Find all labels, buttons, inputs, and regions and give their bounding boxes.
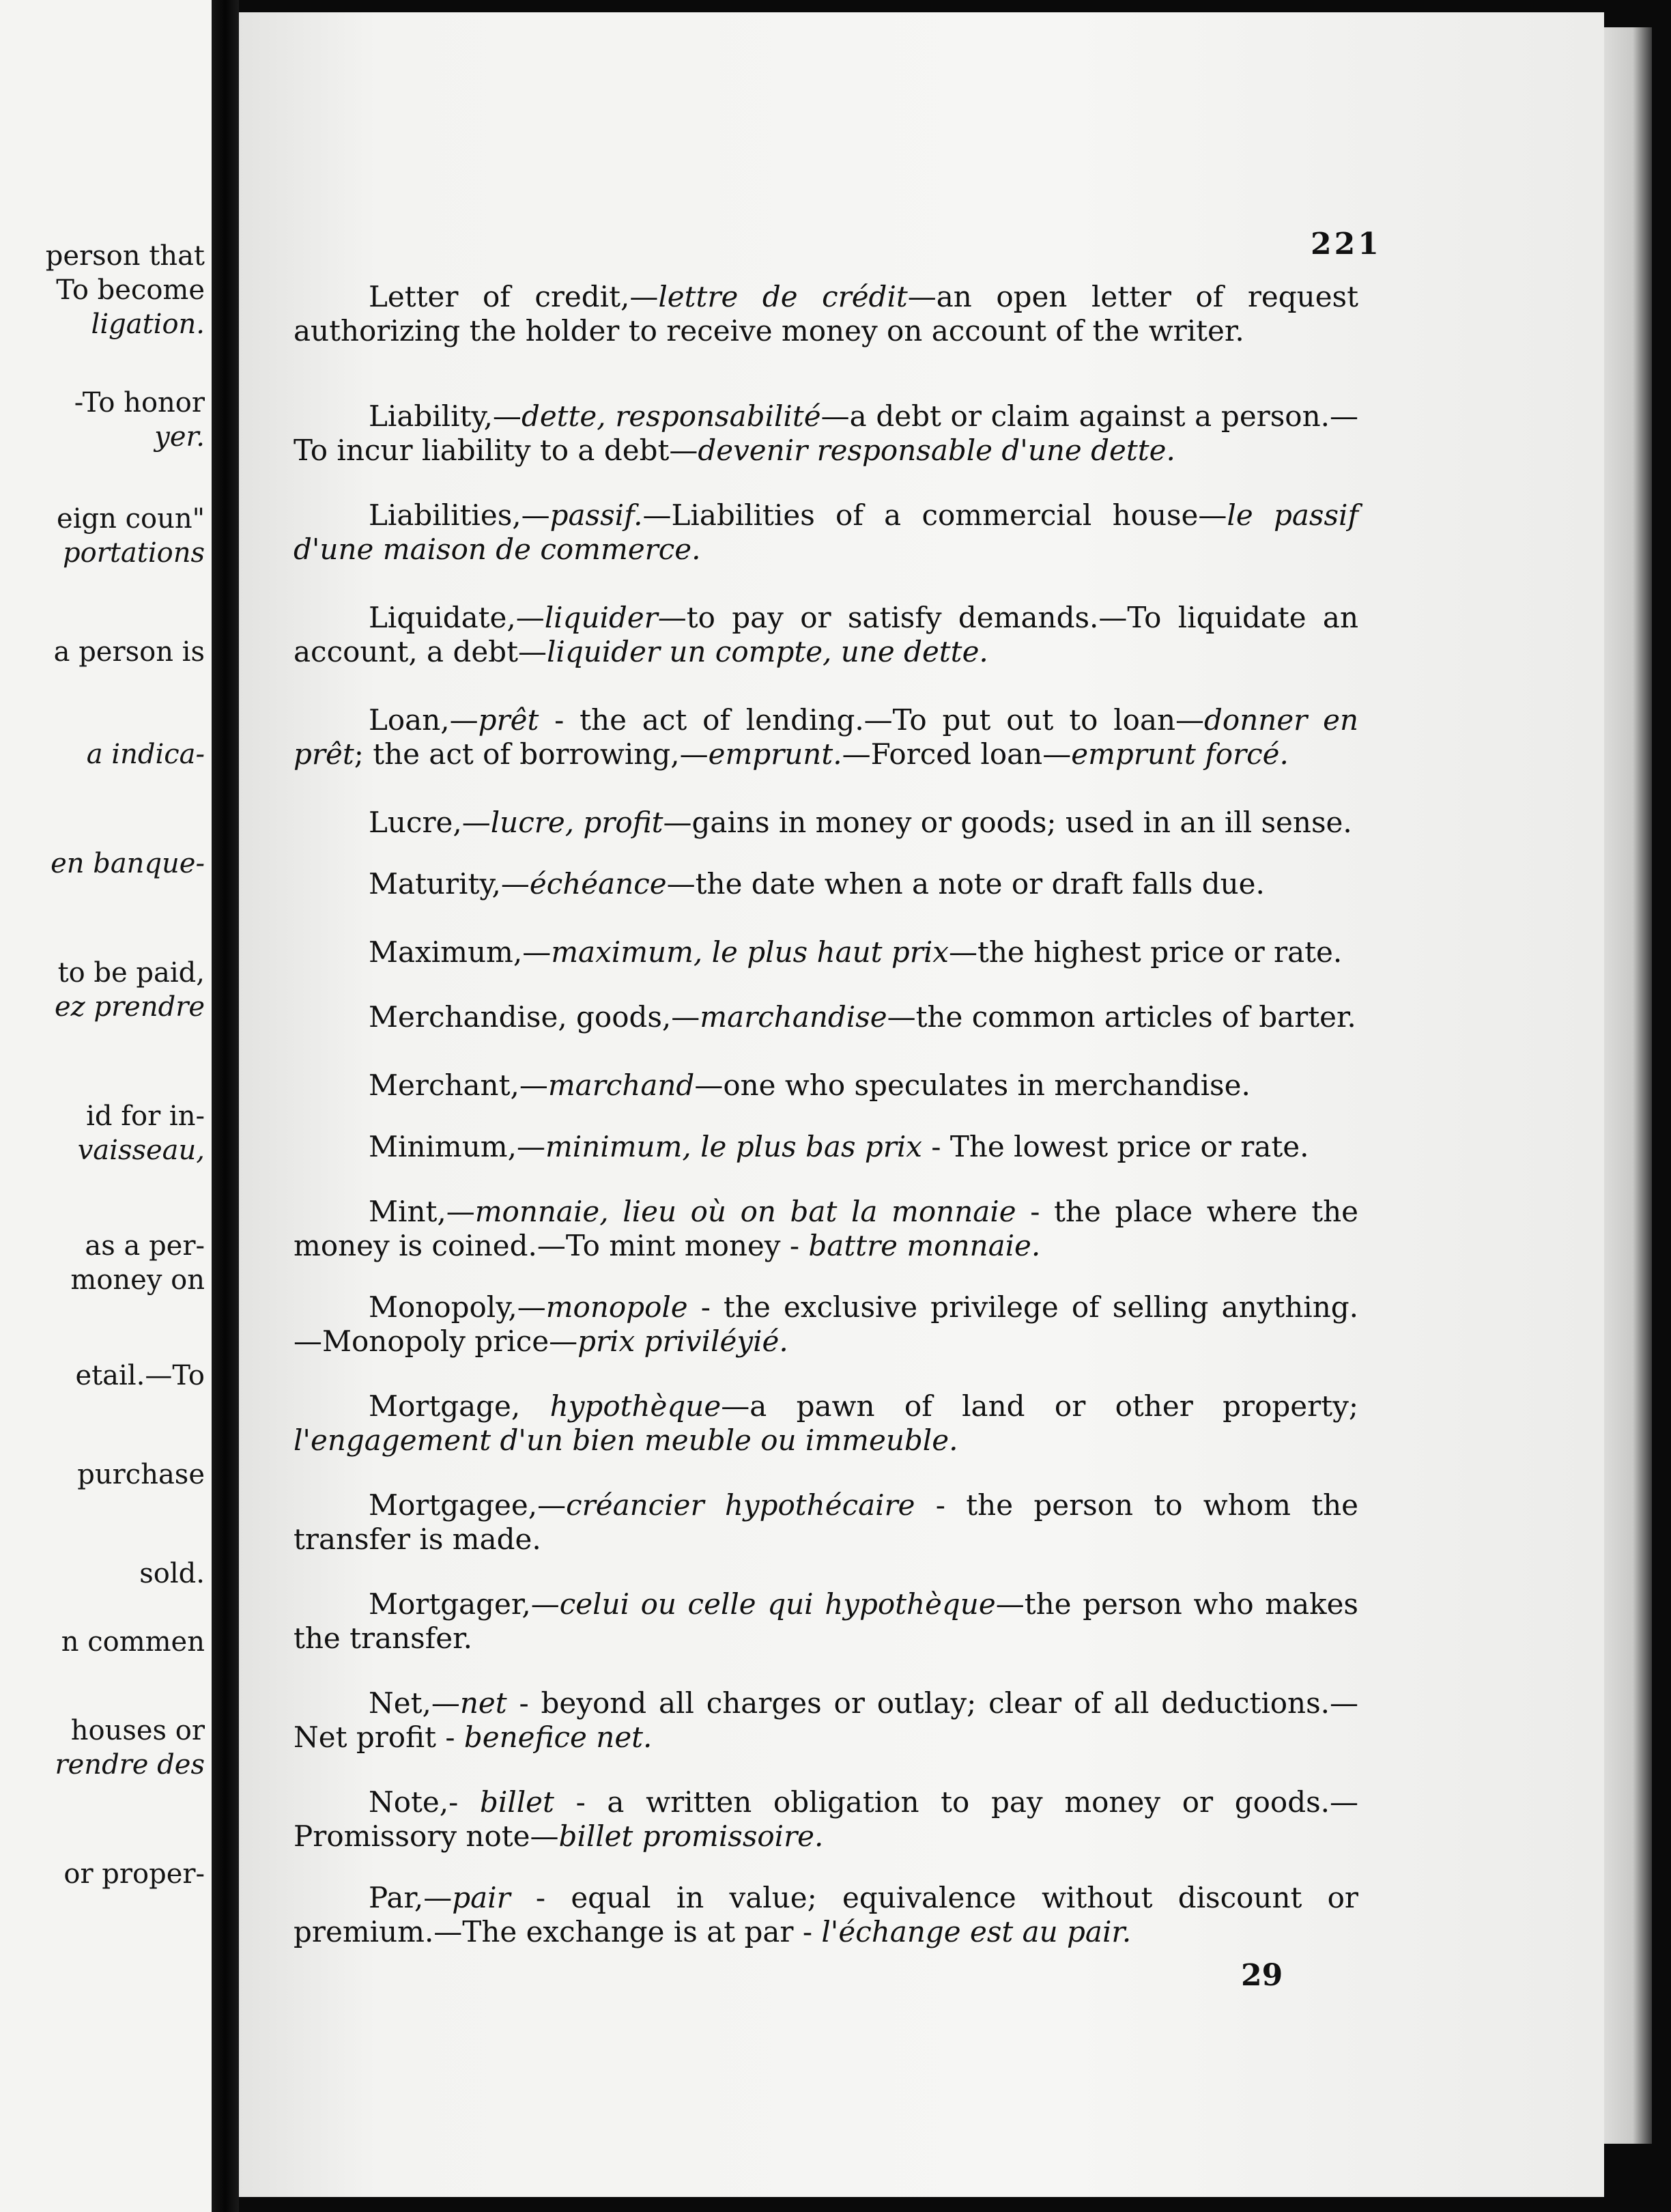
french-term: dette, responsabilité <box>521 399 821 433</box>
french-term: marchandise <box>700 1000 887 1034</box>
dictionary-entry <box>294 1587 1358 1656</box>
french-term: prêt <box>478 703 539 737</box>
dictionary-entry <box>294 399 1358 468</box>
entry-text: Par,— <box>369 1881 453 1914</box>
french-term: l'engagement d'un bien meuble ou immeuble. <box>294 1423 958 1457</box>
left-facing-page <box>0 0 212 2212</box>
entry-text: Mortgagee,— <box>369 1488 567 1522</box>
french-term: emprunt. <box>708 737 842 771</box>
left-page-fragment: portations <box>63 537 205 569</box>
left-page-fragment: purchase <box>77 1459 205 1490</box>
french-term: le passif d'une maison de commerce. <box>294 498 1358 566</box>
left-page-fragment: eign coun" <box>57 503 205 535</box>
french-term: monopole <box>545 1290 688 1324</box>
dictionary-entry <box>294 498 1358 567</box>
left-page-fragment: a indica- <box>86 739 205 770</box>
entry-text: - the place where the money is coined.—To mint money - <box>294 1195 1358 1262</box>
entry-text: - beyond all charges or outlay; clear of all deductions.—Net profit - <box>294 1686 1358 1754</box>
dictionary-entry <box>294 1000 1358 1034</box>
page-number: 221 <box>1311 227 1382 261</box>
entry-text: Mint,— <box>369 1195 475 1228</box>
dictionary-entry <box>294 1290 1358 1359</box>
page-edge <box>1604 27 1652 2144</box>
entry-text: —the date when a note or draft falls due. <box>666 867 1265 901</box>
french-term: benefice net. <box>463 1720 653 1754</box>
entry-text: —a pawn of land or other property; <box>721 1389 1358 1423</box>
left-page-fragment: -To honor <box>74 387 205 419</box>
entry-text: —the common articles of barter. <box>887 1000 1356 1034</box>
dictionary-entry <box>294 1785 1358 1854</box>
entry-text: Maturity,— <box>369 867 530 901</box>
french-term: emprunt forcé. <box>1071 737 1289 771</box>
left-page-fragment: vaisseau, <box>77 1135 205 1166</box>
dictionary-entry <box>294 1488 1358 1557</box>
left-page-fragment: etail.—To <box>75 1360 205 1391</box>
dictionary-entry <box>294 1195 1358 1263</box>
dictionary-entry <box>294 280 1358 348</box>
left-page-fragment: n commen <box>61 1626 205 1658</box>
left-page-fragment: sold. <box>139 1558 205 1589</box>
left-page-fragment: yer. <box>154 421 205 453</box>
entry-text: —to pay or satisfy demands.—To liquidate an account, a debt— <box>294 601 1358 668</box>
entry-text: Merchant,— <box>369 1068 548 1102</box>
left-page-fragment: ez prendre <box>54 991 205 1023</box>
entry-text: —one who speculates in merchandise. <box>694 1068 1251 1102</box>
french-term: liquider un compte, une dette. <box>546 635 988 668</box>
left-page-fragment: ligation. <box>91 309 205 340</box>
french-term: liquider <box>544 601 658 634</box>
left-page-fragment: or proper- <box>63 1858 205 1890</box>
french-term: lettre de crédit <box>658 280 908 313</box>
dictionary-entry <box>294 1881 1358 1949</box>
left-page-fragment: a person is <box>53 636 205 668</box>
french-term: lucre, profit <box>490 806 663 839</box>
dictionary-entry <box>294 1389 1358 1458</box>
entry-text: —the highest price or rate. <box>948 935 1343 969</box>
entry-text: Mortgage, <box>369 1389 550 1423</box>
entry-text: - The lowest price or rate. <box>922 1130 1309 1163</box>
dictionary-entry <box>294 601 1358 669</box>
french-term: échéance <box>529 867 667 901</box>
entry-text: —the person who makes the transfer. <box>294 1587 1358 1655</box>
french-term: créancier hypothécaire <box>566 1488 915 1522</box>
left-page-fragment: person that <box>45 240 205 272</box>
entry-text: —an open letter of request authorizing the holder to receive money on account of the writer. <box>294 280 1358 348</box>
entry-text: Monopoly,— <box>369 1290 546 1324</box>
entry-text: —Forced loan— <box>842 737 1072 771</box>
french-term: donner en prêt <box>294 703 1358 771</box>
left-page-fragment: id for in- <box>86 1101 205 1132</box>
french-term: celui ou celle qui hypothèque <box>559 1587 996 1621</box>
french-term: billet <box>479 1785 554 1819</box>
dictionary-entry <box>294 935 1358 969</box>
left-page-fragment: money on <box>70 1264 205 1296</box>
entry-text: —gains in money or goods; used in an ill sense. <box>663 806 1352 839</box>
french-term: devenir responsable d'une dette. <box>698 434 1175 467</box>
entry-text: Mortgager,— <box>369 1587 560 1621</box>
entry-text: Liability,— <box>369 399 522 433</box>
entry-text: - the act of lending.—To put out to loan— <box>539 703 1205 737</box>
french-term: billet promissoire. <box>558 1819 824 1853</box>
french-term: l'échange est au pair. <box>821 1915 1132 1948</box>
french-term: pair <box>452 1881 511 1914</box>
dictionary-entry <box>294 1686 1358 1755</box>
entry-text: Note,- <box>369 1785 480 1819</box>
left-page-fragment: to be paid, <box>57 957 205 989</box>
french-term: hypothèque <box>549 1389 722 1423</box>
entry-text: Liquidate,— <box>369 601 545 634</box>
french-term: monnaie, lieu où on bat la monnaie <box>474 1195 1016 1228</box>
left-page-fragment: as a per- <box>85 1230 205 1262</box>
left-page-fragment: To become <box>56 274 205 306</box>
dictionary-entry <box>294 867 1358 901</box>
entry-text: Maximum,— <box>369 935 552 969</box>
entry-text: Liabilities,— <box>369 498 550 532</box>
entry-text: Minimum,— <box>369 1130 545 1163</box>
entry-text: Lucre,— <box>369 806 491 839</box>
left-page-fragment: houses or <box>70 1715 205 1746</box>
french-term: marchand <box>547 1068 695 1102</box>
entry-text: ; the act of borrowing,— <box>354 737 709 771</box>
dictionary-entry <box>294 703 1358 771</box>
entry-text: Net,— <box>369 1686 460 1720</box>
french-term: net <box>459 1686 507 1720</box>
dictionary-entry <box>294 1130 1358 1164</box>
entry-text: - the person to whom the transfer is made. <box>294 1488 1358 1556</box>
entry-text: —Liabilities of a commercial house— <box>642 498 1227 532</box>
dictionary-entry <box>294 1068 1358 1103</box>
french-term: passif. <box>549 498 643 532</box>
french-term: maximum, le plus haut prix <box>551 935 949 969</box>
french-term: prix priviléyié. <box>577 1324 788 1358</box>
entry-text: Loan,— <box>369 703 479 737</box>
french-term: minimum, le plus bas prix <box>545 1130 922 1163</box>
entry-text: - a written obligation to pay money or goods.—Promissory note— <box>294 1785 1358 1853</box>
left-page-fragment: en banque- <box>51 848 205 879</box>
dictionary-entry <box>294 806 1358 840</box>
entry-text: Letter of credit,— <box>369 280 659 313</box>
left-page-fragment: rendre des <box>55 1749 205 1781</box>
entry-text: - the exclusive privilege of selling anything.—Monopoly price— <box>294 1290 1358 1358</box>
book-gutter <box>212 0 239 2212</box>
entry-text: - equal in value; equivalence without discount or premium.—The exchange is at par - <box>294 1881 1358 1948</box>
entry-text: —a debt or claim against a person.—To incur liability to a debt— <box>294 399 1358 467</box>
signature-folio: 29 <box>1241 1958 1283 1993</box>
french-term: battre monnaie. <box>808 1229 1041 1262</box>
entry-text: Merchandise, goods,— <box>369 1000 700 1034</box>
